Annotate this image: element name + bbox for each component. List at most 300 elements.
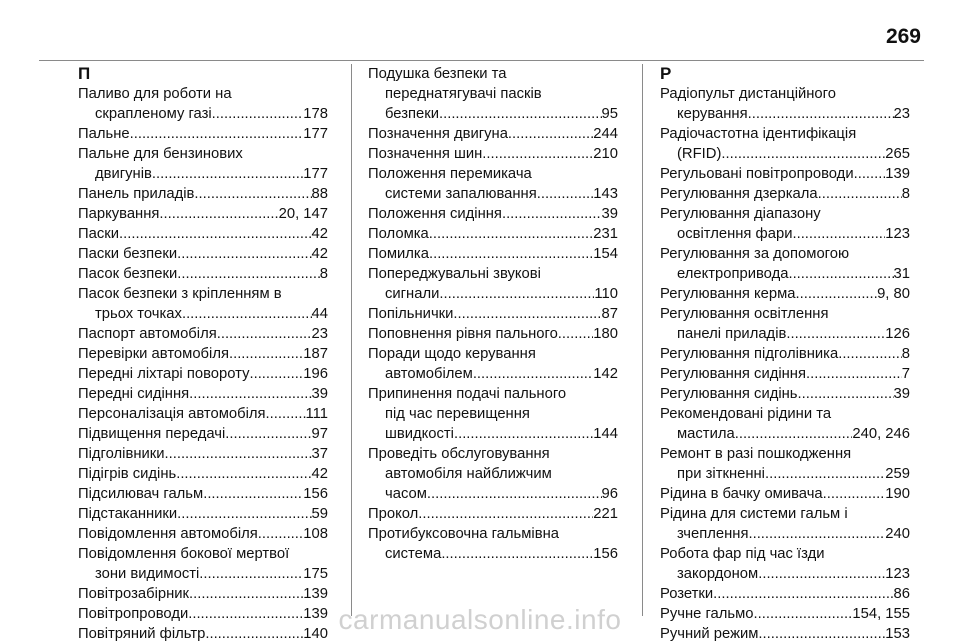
entry-page[interactable]: 154: [593, 246, 618, 262]
entry-term: (RFID): [677, 146, 722, 162]
entry-term: Передні сидіння: [78, 386, 190, 402]
entry-line: [660, 104, 910, 124]
dot-leader: [229, 344, 303, 364]
dot-leader: [453, 304, 601, 324]
index-entry[interactable]: [660, 304, 910, 344]
dot-leader: [482, 144, 593, 164]
entry-term: Радіопульт дистанційного: [660, 86, 836, 102]
entry-line: [368, 184, 618, 204]
entry-line: [660, 284, 910, 304]
dot-leader: [798, 384, 894, 404]
dot-leader: [182, 304, 312, 324]
entry-term: швидкості: [385, 426, 454, 442]
dot-leader: [212, 104, 304, 124]
entry-page[interactable]: 153: [885, 626, 910, 642]
entry-term: Прокол: [368, 506, 419, 522]
entry-page[interactable]: 221: [593, 506, 618, 522]
entry-page[interactable]: 265: [885, 146, 910, 162]
entry-page[interactable]: 139: [885, 166, 910, 182]
entry-line: [78, 204, 328, 224]
entry-term: Робота фар під час їзди: [660, 546, 825, 562]
entry-term: автомобіля найближчим: [385, 466, 552, 482]
dot-leader: [225, 424, 311, 444]
entry-page[interactable]: 139: [303, 606, 328, 622]
index-entry[interactable]: [78, 84, 328, 124]
entry-term: Позначення шин: [368, 146, 483, 162]
index-entry[interactable]: [660, 384, 910, 404]
dot-leader: [152, 164, 303, 184]
entry-term: Пасок безпеки: [78, 266, 178, 282]
entry-page[interactable]: 156: [593, 546, 618, 562]
section-letter: Р: [660, 64, 672, 83]
entry-page[interactable]: 39: [601, 206, 618, 222]
entry-term: часом: [385, 486, 427, 502]
entry-page[interactable]: 9, 80: [877, 286, 910, 302]
entry-line: [78, 284, 328, 304]
entry-term: закордоном: [677, 566, 759, 582]
index-entry[interactable]: [78, 424, 328, 444]
index-entry[interactable]: [78, 444, 328, 464]
index-entry[interactable]: [78, 364, 328, 384]
entry-line: [368, 364, 618, 384]
entry-line: [78, 84, 328, 104]
entry-line: [660, 84, 910, 104]
entry-term: зчеплення: [677, 526, 749, 542]
entry-line: [368, 484, 618, 504]
entry-page[interactable]: 7: [901, 366, 910, 382]
entry-term: Паспорт автомобіля: [78, 326, 217, 342]
entry-line: [660, 424, 910, 444]
entry-term: Підсилювач гальм: [78, 486, 204, 502]
entry-line: [78, 544, 328, 564]
entry-line: [660, 484, 910, 504]
entry-page[interactable]: 8: [319, 266, 328, 282]
index-entry[interactable]: [78, 484, 328, 504]
entry-term: Ручний режим: [660, 626, 759, 642]
entry-line: [660, 384, 910, 404]
index-entry[interactable]: [78, 404, 328, 424]
entry-page[interactable]: 123: [885, 226, 910, 242]
dot-leader: [441, 544, 593, 564]
index-entry[interactable]: [78, 584, 328, 604]
dot-leader: [854, 164, 886, 184]
entry-line: [368, 304, 618, 324]
entry-line: [660, 124, 910, 144]
dot-leader: [418, 504, 593, 524]
entry-term: Регулювання освітлення: [660, 306, 829, 322]
entry-page[interactable]: 240: [885, 526, 910, 542]
entry-page[interactable]: 156: [303, 486, 328, 502]
entry-page[interactable]: 37: [311, 446, 328, 462]
entry-term: Помилка: [368, 246, 429, 262]
dot-leader: [203, 484, 303, 504]
entry-page[interactable]: 177: [303, 166, 328, 182]
index-entry[interactable]: [660, 244, 910, 284]
entry-line: [78, 404, 328, 424]
index-entry[interactable]: [78, 284, 328, 324]
entry-term: Паливо для роботи на: [78, 86, 232, 102]
entry-page[interactable]: 240, 246: [852, 426, 910, 442]
entry-page[interactable]: 42: [311, 226, 328, 242]
entry-line: [660, 324, 910, 344]
entry-line: [660, 304, 910, 324]
entry-term: мастила: [677, 426, 735, 442]
entry-term: Попільнички: [368, 306, 454, 322]
page-number: 269: [885, 25, 921, 48]
dot-leader: [177, 504, 311, 524]
entry-line: [368, 404, 618, 424]
entry-page[interactable]: 42: [311, 466, 328, 482]
entry-term: під час перевищення: [385, 406, 530, 422]
index-entry[interactable]: [78, 324, 328, 344]
entry-term: трьох точках: [95, 306, 182, 322]
entry-line: [660, 344, 910, 364]
entry-page[interactable]: 108: [303, 526, 328, 542]
dot-leader: [189, 584, 303, 604]
index-entry[interactable]: [78, 184, 328, 204]
entry-page[interactable]: 88: [311, 186, 328, 202]
entry-line: [660, 144, 910, 164]
entry-line: [78, 104, 328, 124]
entry-line: [78, 564, 328, 584]
entry-line: [368, 464, 618, 484]
entry-term: Регулювання за допомогою: [660, 246, 850, 262]
entry-term: Радіочастотна ідентифікація: [660, 126, 857, 142]
index-entry[interactable]: [660, 504, 910, 544]
index-entry[interactable]: [660, 164, 910, 184]
dot-leader: [159, 204, 278, 224]
entry-page[interactable]: 86: [893, 586, 910, 602]
index-entry[interactable]: [660, 204, 910, 244]
index-entry[interactable]: [368, 444, 618, 504]
entry-term: Повідомлення автомобіля: [78, 526, 258, 542]
entry-line: [78, 264, 328, 284]
entry-line: [368, 104, 618, 124]
entry-term: безпеки: [385, 106, 439, 122]
index-entry[interactable]: [660, 124, 910, 164]
index-entry[interactable]: [368, 304, 618, 324]
entry-term: Розетки: [660, 586, 714, 602]
dot-leader: [721, 144, 885, 164]
index-entry[interactable]: [78, 204, 328, 224]
dot-leader: [537, 184, 594, 204]
dot-leader: [758, 564, 885, 584]
entry-page[interactable]: 110: [594, 286, 618, 302]
index-entry[interactable]: [660, 584, 910, 604]
watermark: carmanualsonline.info: [338, 604, 622, 635]
entry-line: [368, 524, 618, 544]
entry-page[interactable]: 178: [303, 106, 328, 122]
dot-leader: [823, 484, 886, 504]
entry-line: [368, 324, 618, 344]
entry-term: Підвищення передачі: [78, 426, 226, 442]
entry-line: [78, 324, 328, 344]
index-column-3: [660, 64, 910, 644]
entry-page[interactable]: 42: [311, 246, 328, 262]
entry-term: Регулювання сидіння: [660, 366, 806, 382]
entry-term: Рекомендовані рідини та: [660, 406, 832, 422]
column-divider-1: [351, 64, 352, 616]
entry-term: Поповнення рівня пального: [368, 326, 558, 342]
dot-leader: [199, 564, 303, 584]
index-entry[interactable]: [368, 384, 618, 444]
dot-leader: [796, 284, 878, 304]
entry-term: Паски: [78, 226, 120, 242]
entry-term: Підстаканники: [78, 506, 178, 522]
entry-term: Персоналізація автомобіля: [78, 406, 266, 422]
entry-line: [368, 144, 618, 164]
entry-page[interactable]: 139: [303, 586, 328, 602]
entry-page[interactable]: 96: [601, 486, 618, 502]
index-entry[interactable]: [368, 224, 618, 244]
entry-term: Регулювання підголівника: [660, 346, 839, 362]
dot-leader: [786, 324, 885, 344]
entry-line: [368, 204, 618, 224]
dot-leader: [454, 424, 593, 444]
entry-page[interactable]: 142: [593, 366, 618, 382]
dot-leader: [177, 244, 311, 264]
index-entry[interactable]: [78, 524, 328, 544]
header-rule: [39, 60, 924, 61]
entry-page[interactable]: 180: [593, 326, 618, 342]
entry-line: [660, 584, 910, 604]
entry-line: [660, 364, 910, 384]
entry-page[interactable]: 259: [885, 466, 910, 482]
entry-line: [660, 204, 910, 224]
entry-line: [78, 144, 328, 164]
entry-line: [78, 344, 328, 364]
entry-page[interactable]: 8: [901, 346, 910, 362]
index-entry[interactable]: [78, 244, 328, 264]
entry-page[interactable]: 87: [601, 306, 618, 322]
entry-term: Проведіть обслуговування: [368, 446, 550, 462]
entry-page[interactable]: 244: [593, 126, 618, 142]
entry-line: [368, 84, 618, 104]
entry-term: Ручне гальмо: [660, 606, 754, 622]
entry-term: Повітрозабірник: [78, 586, 189, 602]
dot-leader: [508, 124, 593, 144]
entry-line: [660, 544, 910, 564]
entry-page[interactable]: 231: [593, 226, 618, 242]
entry-term: Припинення подачі пального: [368, 386, 567, 402]
dot-leader: [439, 104, 602, 124]
index-entry[interactable]: [368, 264, 618, 304]
entry-term: Позначення двигуна: [368, 126, 508, 142]
entry-line: [660, 464, 910, 484]
entry-page[interactable]: 39: [311, 386, 328, 402]
index-entry[interactable]: [660, 364, 910, 384]
dot-leader: [165, 444, 312, 464]
index-entry[interactable]: [78, 124, 328, 144]
entry-term: при зіткненні: [677, 466, 765, 482]
index-entry[interactable]: [660, 284, 910, 304]
entry-page[interactable]: 44: [311, 306, 328, 322]
index-entry[interactable]: [368, 244, 618, 264]
dot-leader: [176, 464, 311, 484]
entry-page[interactable]: 23: [893, 106, 910, 122]
index-entry[interactable]: [660, 184, 910, 204]
entry-line: [368, 124, 618, 144]
entry-page[interactable]: 210: [593, 146, 618, 162]
entry-term: Протибуксовочна гальмівна: [368, 526, 559, 542]
dot-leader: [217, 324, 312, 344]
entry-line: [78, 584, 328, 604]
entry-line: [660, 244, 910, 264]
entry-term: автомобілем: [385, 366, 473, 382]
column-divider-2: [642, 64, 643, 616]
dot-leader: [429, 244, 593, 264]
dot-leader: [473, 364, 593, 384]
entry-line: [368, 384, 618, 404]
index-entry[interactable]: [78, 144, 328, 184]
entry-term: Ремонт в разі пошкодження: [660, 446, 852, 462]
dot-leader: [713, 584, 893, 604]
index-entry[interactable]: [660, 344, 910, 364]
entry-line: [78, 364, 328, 384]
index-entry[interactable]: [660, 404, 910, 444]
entry-line: [78, 124, 328, 144]
entry-page[interactable]: 31: [893, 266, 910, 282]
index-entry[interactable]: [660, 444, 910, 484]
dot-leader: [189, 384, 311, 404]
entry-page[interactable]: 97: [311, 426, 328, 442]
index-entry[interactable]: [78, 344, 328, 364]
entry-page[interactable]: 39: [893, 386, 910, 402]
dot-leader: [748, 524, 885, 544]
index-entry[interactable]: [78, 264, 328, 284]
entry-term: Регулювання сидінь: [660, 386, 798, 402]
index-entry[interactable]: [368, 64, 618, 124]
index-entry[interactable]: [368, 524, 618, 564]
entry-page[interactable]: 177: [303, 126, 328, 142]
entry-term: Паски безпеки: [78, 246, 178, 262]
index-entry[interactable]: [660, 544, 910, 584]
entry-page[interactable]: 126: [885, 326, 910, 342]
entry-term: освітлення фари: [677, 226, 793, 242]
entry-line: [368, 244, 618, 264]
index-column-1: [78, 64, 328, 644]
entry-term: Попереджувальні звукові: [368, 266, 541, 282]
entry-page[interactable]: 111: [305, 406, 328, 422]
index-entry[interactable]: [78, 544, 328, 584]
entry-page[interactable]: 190: [885, 486, 910, 502]
index-column-2: [368, 64, 618, 564]
index-entry[interactable]: [368, 344, 618, 384]
entry-term: електропривода: [677, 266, 789, 282]
entry-term: Положення перемикача: [368, 166, 532, 182]
entry-line: [660, 444, 910, 464]
dot-leader: [266, 404, 306, 424]
entry-term: Регульовані повітропроводи: [660, 166, 854, 182]
entry-line: [78, 164, 328, 184]
dot-leader: [792, 224, 885, 244]
entry-line: [78, 244, 328, 264]
entry-line: [660, 164, 910, 184]
entry-term: Регулювання дзеркала: [660, 186, 818, 202]
index-entry[interactable]: [368, 504, 618, 524]
entry-term: Рідина в бачку омивача: [660, 486, 823, 502]
entry-line: [368, 164, 618, 184]
entry-page[interactable]: 175: [303, 566, 328, 582]
index-entry[interactable]: [78, 464, 328, 484]
dot-leader: [788, 264, 893, 284]
entry-term: переднатягувачі пасків: [385, 86, 542, 102]
index-entry[interactable]: [368, 124, 618, 144]
index-entry[interactable]: [78, 224, 328, 244]
entry-line: [368, 504, 618, 524]
entry-line: [78, 424, 328, 444]
entry-term: Подушка безпеки та: [368, 66, 507, 82]
index-entry[interactable]: [660, 84, 910, 124]
entry-line: [78, 464, 328, 484]
entry-line: [660, 184, 910, 204]
entry-term: зони видимості: [95, 566, 200, 582]
index-entry[interactable]: [368, 144, 618, 164]
entry-line: [660, 264, 910, 284]
entry-term: Паркування: [78, 206, 160, 222]
entry-page[interactable]: 20, 147: [278, 206, 328, 222]
entry-term: Положення сидіння: [368, 206, 502, 222]
entry-line: [368, 424, 618, 444]
entry-page[interactable]: 23: [311, 326, 328, 342]
index-entry[interactable]: [78, 384, 328, 404]
entry-term: Повітропроводи: [78, 606, 189, 622]
index-entry[interactable]: [368, 164, 618, 204]
entry-page[interactable]: 187: [303, 346, 328, 362]
entry-line: [368, 444, 618, 464]
entry-term: Поломка: [368, 226, 429, 242]
entry-line: [78, 484, 328, 504]
entry-term: Рідина для системи гальм і: [660, 506, 848, 522]
entry-page[interactable]: 143: [593, 186, 618, 202]
entry-line: [368, 284, 618, 304]
entry-line: [368, 224, 618, 244]
index-entry[interactable]: [368, 324, 618, 344]
entry-page[interactable]: 154, 155: [852, 606, 910, 622]
entry-line: [660, 224, 910, 244]
dot-leader: [177, 264, 320, 284]
entry-page[interactable]: 196: [303, 366, 328, 382]
entry-term: Повітряний фільтр: [78, 626, 206, 642]
entry-term: Повідомлення бокової мертвої: [78, 546, 290, 562]
entry-page[interactable]: 8: [901, 186, 910, 202]
dot-leader: [194, 184, 311, 204]
dot-leader: [806, 364, 902, 384]
index-entry[interactable]: [660, 484, 910, 504]
dot-leader: [838, 344, 902, 364]
index-entry[interactable]: [368, 204, 618, 224]
entry-term: керування: [677, 106, 748, 122]
dot-leader: [130, 124, 304, 144]
entry-term: панелі приладів: [677, 326, 787, 342]
entry-term: Перевірки автомобіля: [78, 346, 229, 362]
entry-term: сигнали: [385, 286, 440, 302]
entry-term: Поради щодо керування: [368, 346, 536, 362]
entry-line: [78, 524, 328, 544]
entry-page[interactable]: 144: [593, 426, 618, 442]
entry-page[interactable]: 123: [885, 566, 910, 582]
entry-line: [78, 304, 328, 324]
entry-line: [78, 184, 328, 204]
entry-term: системи запалювання: [385, 186, 537, 202]
entry-term: система: [385, 546, 442, 562]
entry-page[interactable]: 59: [311, 506, 328, 522]
index-entry[interactable]: [78, 504, 328, 524]
dot-leader: [427, 484, 602, 504]
dot-leader: [558, 324, 594, 344]
entry-page[interactable]: 140: [303, 626, 328, 642]
entry-page[interactable]: 95: [601, 106, 618, 122]
